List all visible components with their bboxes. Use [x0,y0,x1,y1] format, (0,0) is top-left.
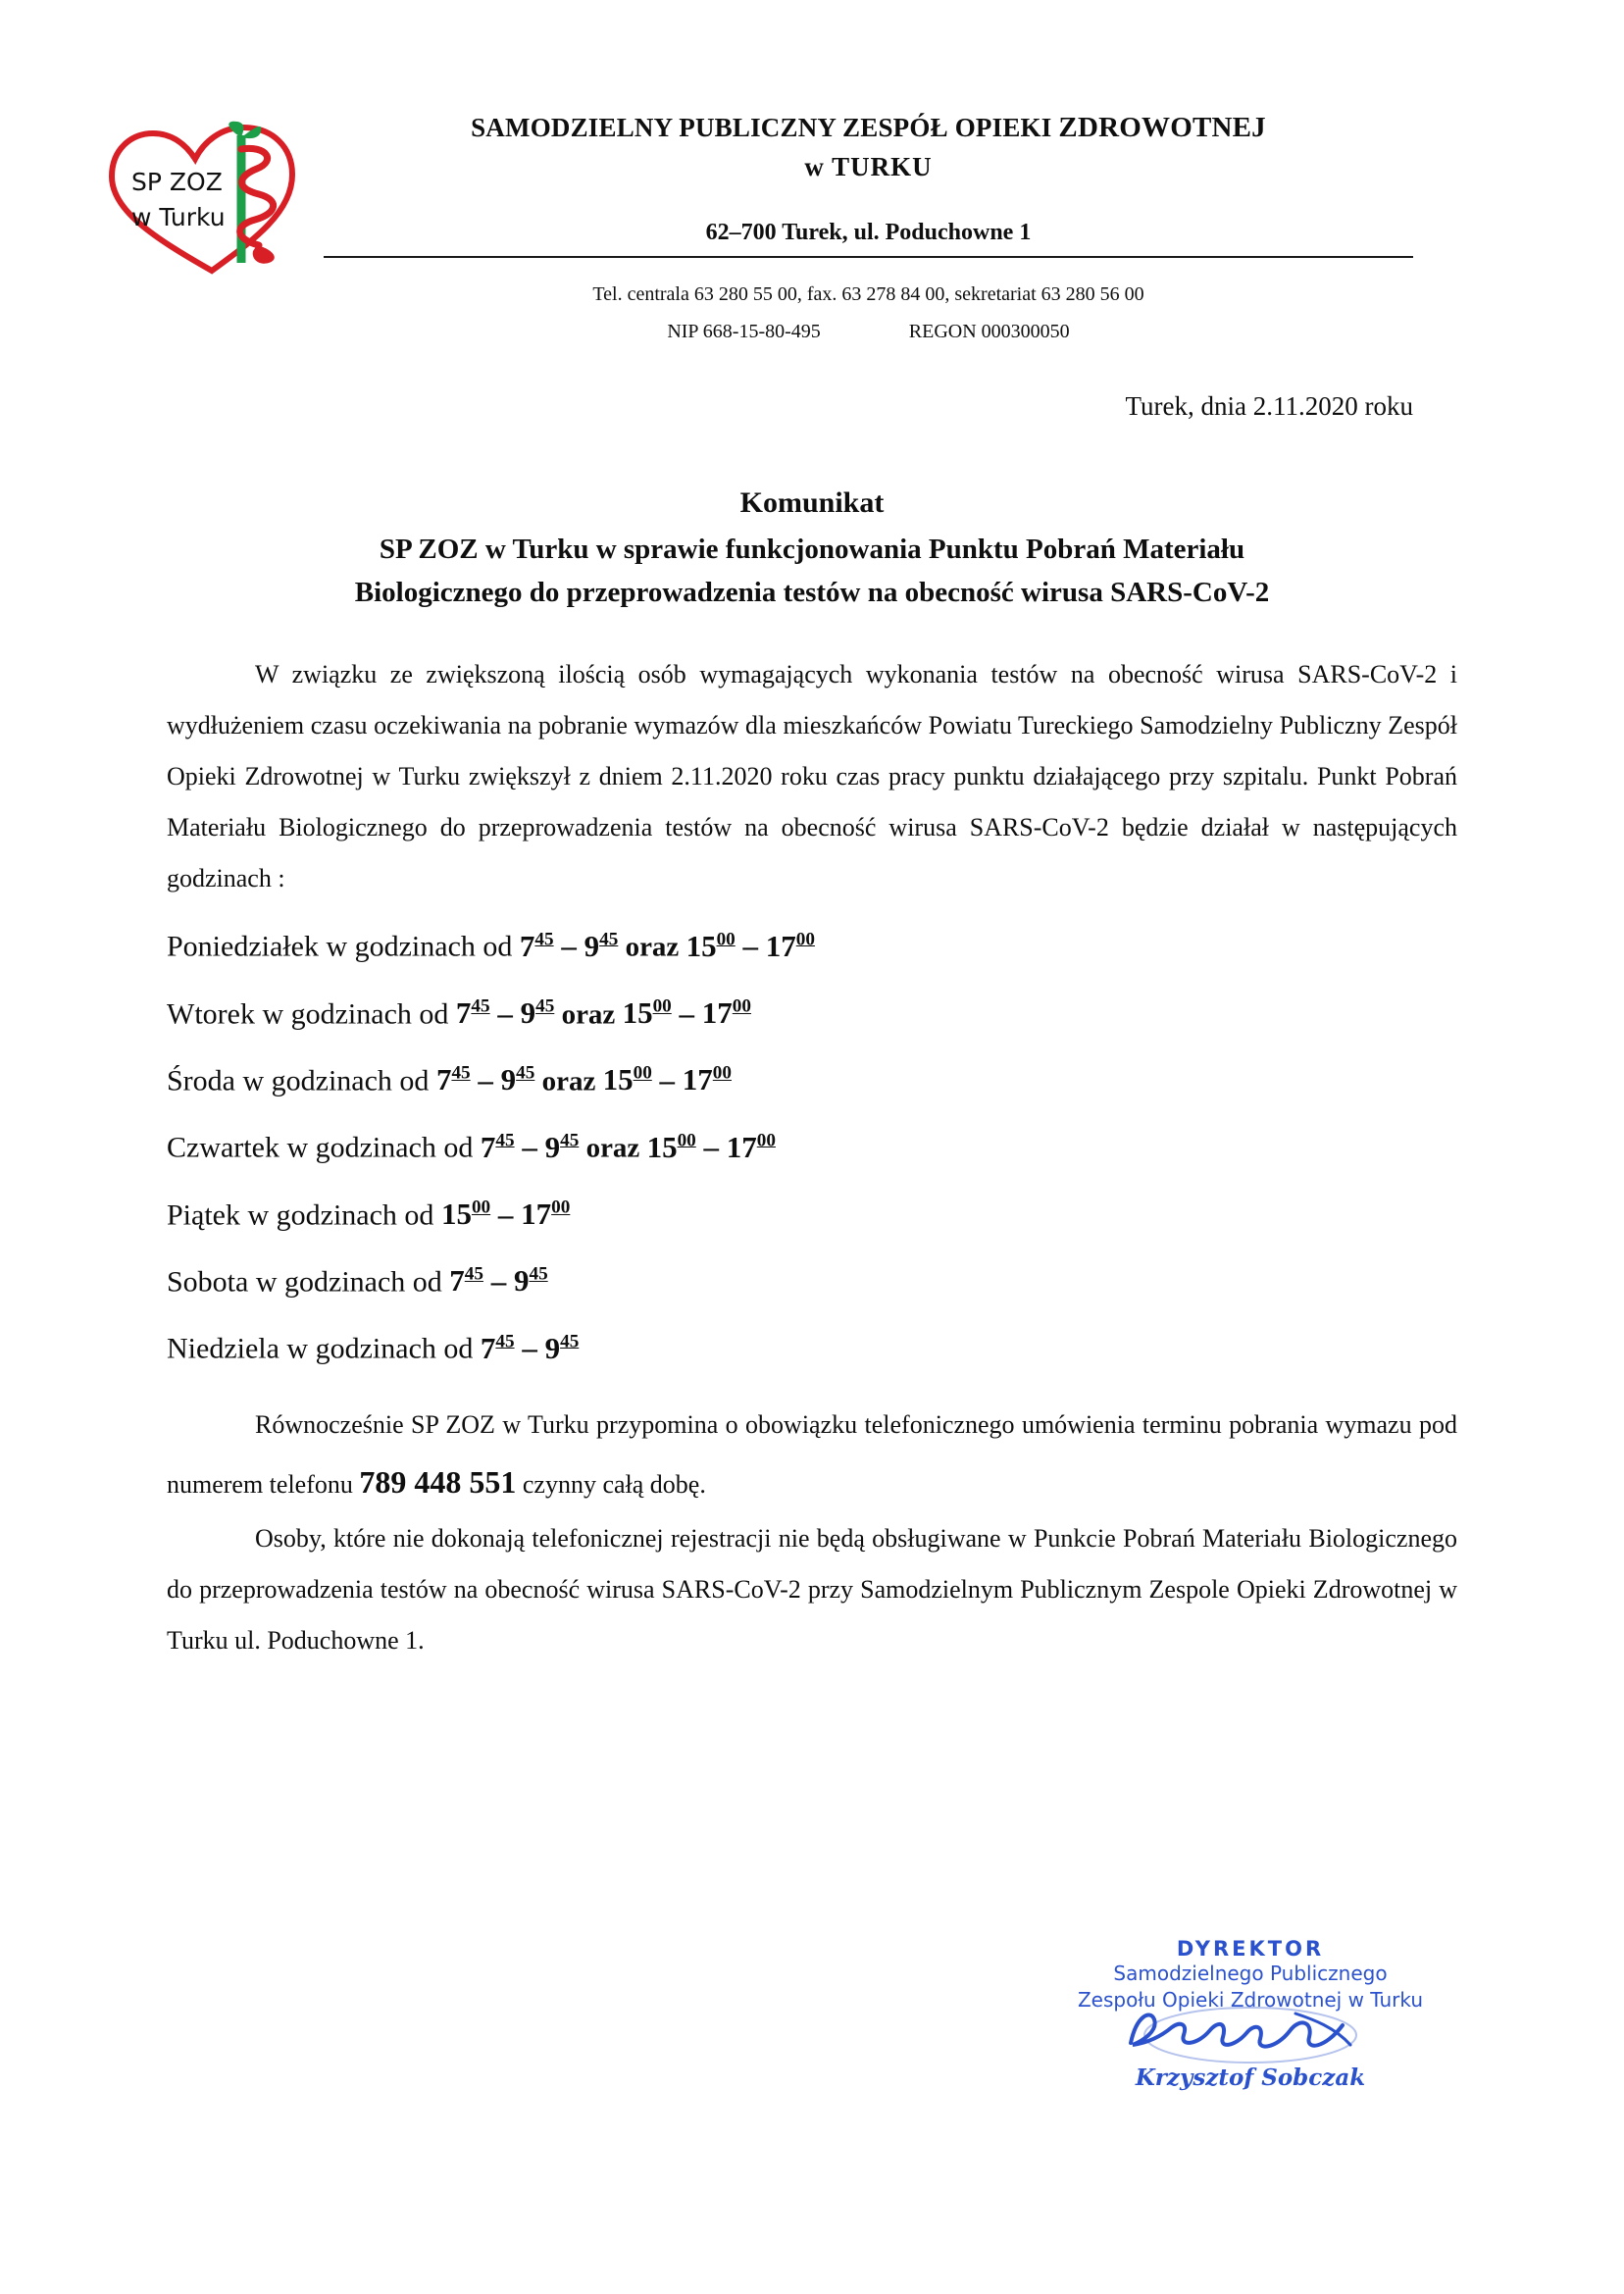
final-paragraph: Osoby, które nie dokonają telefonicznej rejestracji nie będą obsługiwane w Punkcie Pobrań Materiału Biologicznego do przeprowadzenia testów na obecność wirusa SARS-CoV-2 przy Samodzielnym Publicznym Zespole Opieki Zdrowotnej w Turku ul. Poduchowne 1. [167,1523,1457,1655]
opening-hours-row [167,1064,1457,1096]
logo-text-line2: w Turku [131,203,226,231]
opening-hours-day-label: Czwartek w godzinach od [167,1131,481,1164]
organization-city: w TURKU [804,152,933,182]
opening-hours-slot1-end: $9^{45}$ [520,994,555,1030]
opening-hours-row [167,1198,1457,1230]
time-range-dash: – [482,1263,514,1299]
opening-hours-row [167,1131,1457,1162]
time-range-dash: – [695,1129,727,1164]
contact-phone-number: 789 448 551 [359,1463,517,1500]
opening-hours-day-label: Środa w godzinach od [167,1064,436,1097]
signature-org-line-2: Zespołu Opieki Zdrowotnej w Turku [1077,1988,1424,2012]
opening-hours-slot1-end: $9^{45}$ [544,1330,580,1365]
header-text-block [324,110,1413,350]
time-range-dash: – [651,1062,683,1097]
opening-hours-slot1-start: $7^{45}$ [435,1062,471,1097]
time-range-dash: – [490,1196,522,1231]
opening-hours-slot2-start: $15^{00}$ [602,1062,652,1097]
opening-hours-slot1-end: $9^{45}$ [544,1129,580,1164]
intro-paragraph: W związku ze zwiększoną ilością osób wymagających wykonania testów na obecność wirusa SARS-CoV-2 i wydłużeniem czasu oczekiwania na pobranie wymazów dla mieszkańców Powiatu Tureckiego Samodzielny Publiczny Zespół Opieki Zdrowotnej w Turku zwiększył z dniem 2.11.2020 roku czas pracy punktu działającego przy szpitalu. Punkt Pobrań Materiału Biologicznego do przeprowadzenia testów na obecność wirusa SARS-CoV-2 będzie działał w następujących godzinach : [167,660,1457,893]
handwritten-signature [1020,2008,1481,2063]
opening-hours-slot2-end: $17^{00}$ [726,1129,776,1164]
opening-hours-slot1-start: $15^{00}$ [440,1196,491,1231]
signature-org-line-1: Samodzielnego Publicznego [1113,1962,1388,1985]
opening-hours-slot1-start: $7^{45}$ [449,1263,483,1299]
opening-hours-day-label: Niedziela w godzinach od [167,1332,481,1365]
organization-name-part2: ZDROWOTNEJ [1058,112,1266,143]
opening-hours-conjunction: oraz [534,1065,603,1097]
opening-hours-day-label: Piątek w godzinach od [167,1198,441,1231]
opening-hours-conjunction: oraz [579,1132,647,1164]
opening-hours-row [167,1332,1457,1363]
opening-hours-slot1-start: $7^{45}$ [480,1129,515,1164]
opening-hours-day-label: Poniedziałek w godzinach od [167,930,520,963]
opening-hours-slot1-end: $17^{00}$ [521,1196,571,1231]
reminder-part-1: Równocześnie SP ZOZ w Turku przypomina o obowiązku telefonicznego umówienia terminu pobrania wymazu pod numerem telefonu [167,1409,1457,1499]
opening-hours-slot2-start: $15^{00}$ [622,994,672,1030]
opening-hours-slot1-end: $9^{45}$ [500,1062,535,1097]
reminder-paragraph [167,1400,1457,1513]
signature-name: Krzysztof Sobczak [1135,2065,1366,2091]
reminder-part-2: czynny całą dobę. [516,1469,706,1499]
title-line-2: SP ZOZ w Turku w sprawie funkcjonowania Punktu Pobrań Materiału [379,534,1245,566]
opening-hours-day-label: Wtorek w godzinach od [167,996,456,1030]
contact-ids [324,313,1413,350]
opening-hours-slot2-end: $17^{00}$ [765,928,815,963]
contact-phones: Tel. centrala 63 280 55 00, fax. 63 278 84 00, sekretariat 63 280 56 00 [592,283,1144,306]
opening-hours-list [167,930,1457,1363]
opening-hours-row [167,994,1457,1030]
closing-section [167,1400,1457,1666]
header-divider [324,256,1413,258]
intro-section [167,649,1457,904]
document-title [0,481,1624,614]
opening-hours-slot1-end: $9^{45}$ [513,1263,548,1299]
contact-nip: NIP 668-15-80-495 [667,321,821,343]
time-range-dash: – [514,1330,545,1365]
organization-name [324,110,1413,145]
contact-regon: REGON 000300050 [908,321,1070,343]
opening-hours-row [167,1265,1457,1297]
opening-hours-slot2-start: $15^{00}$ [646,1129,696,1164]
opening-hours-slot2-start: $15^{00}$ [685,928,736,963]
spzoz-logo [94,116,330,287]
document-header [0,0,1624,422]
time-range-dash: – [671,994,702,1030]
title-line-1: Komunikat [739,486,885,520]
opening-hours-slot1-start: $7^{45}$ [519,928,554,963]
time-range-dash: – [514,1129,545,1164]
opening-hours-slot1-start: $7^{45}$ [480,1330,515,1365]
opening-hours-day-label: Sobota w godzinach od [167,1265,450,1299]
opening-hours-conjunction: oraz [554,997,623,1030]
logo-text-line1: SP ZOZ [131,168,223,196]
organization-address: 62–700 Turek, ul. Poduchowne 1 [705,220,1032,246]
signature-block [1020,1937,1481,2091]
opening-hours-slot1-end: $9^{45}$ [584,928,619,963]
organization-name-part1: SAMODZIELNY PUBLICZNY ZESPÓŁ OPIEKI [471,113,1052,142]
time-range-dash: – [489,994,521,1030]
opening-hours-slot2-end: $17^{00}$ [701,994,751,1030]
place-and-date: Turek, dnia 2.11.2020 roku [1125,391,1413,422]
signature-title: DYREKTOR [1176,1937,1325,1961]
opening-hours-slot2-end: $17^{00}$ [682,1062,732,1097]
contact-block [324,276,1413,350]
time-range-dash: – [735,928,766,963]
time-range-dash: – [553,928,584,963]
opening-hours-row [167,930,1457,961]
title-line-3: Biologicznego do przeprowadzenia testów na obecność wirusa SARS-CoV-2 [354,576,1270,608]
time-range-dash: – [470,1062,501,1097]
opening-hours-slot1-start: $7^{45}$ [455,994,490,1030]
opening-hours-conjunction: oraz [618,931,686,963]
